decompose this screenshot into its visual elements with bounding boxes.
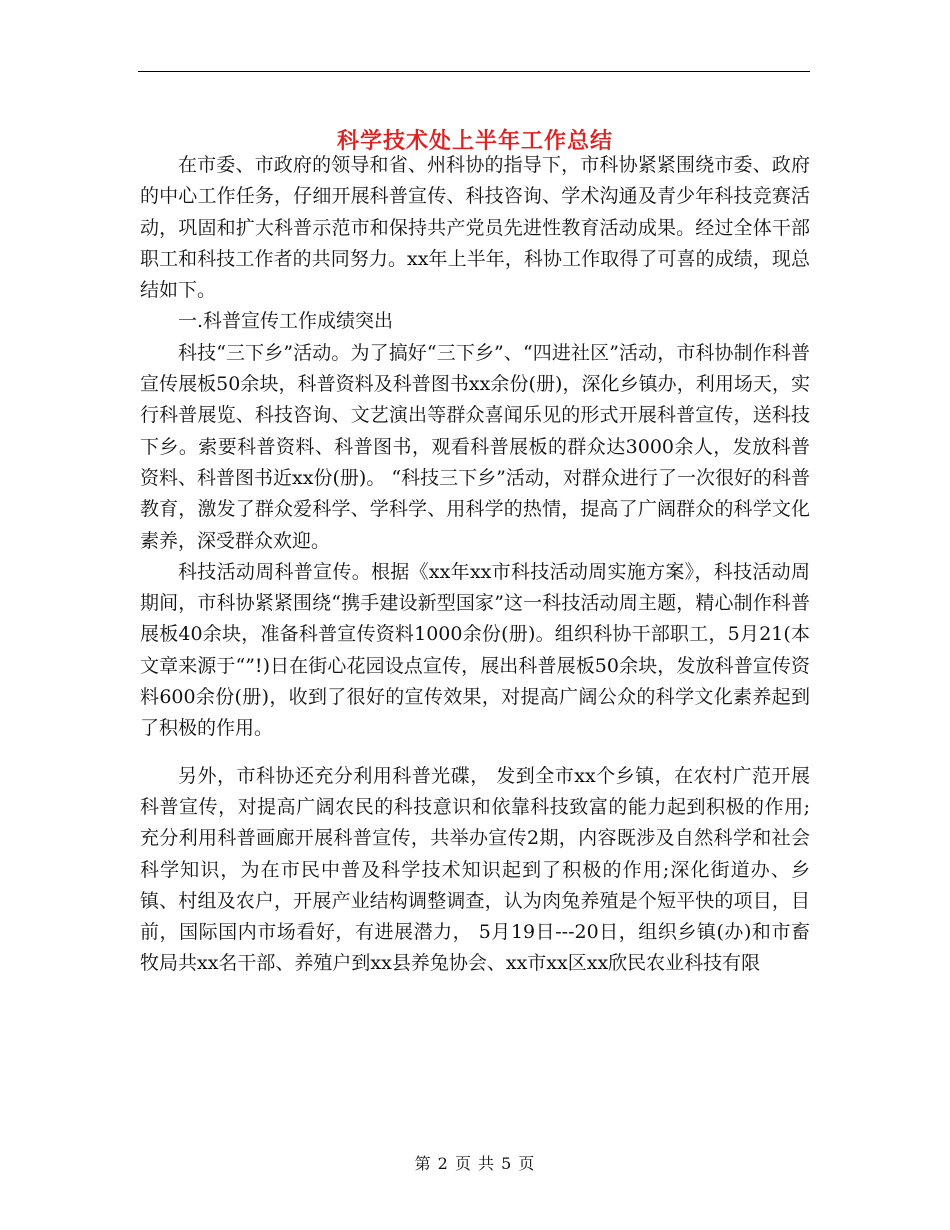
- page-number-footer: 第 2 页 共 5 页: [414, 1154, 536, 1173]
- section-heading: 一.科普宣传工作成绩突出: [178, 310, 394, 333]
- paragraph-additional: 另外，市科协还充分利用科普光碟， 发到全市xx个乡镇，在农村广范开展科普宣传，对提高广阔农民的科技意识和依靠科技致富的能力起到积极的作用;充分利用科普画廊开展科普宣传，共举办宣传2期，内容既涉及自然科学和社会科学知识，为在市民中普及科学技术知识起到了积极的作用;深化街道办、乡镇、村组及农户，开展产业结构调整调查，认为肉兔养殖是个短平快的项目，目前，国际国内市场看好，有进展潜力， 5月19日---20日，组织乡镇(办)和市畜牧局共xx名干部、养殖户到xx县养兔协会、xx市xx区xx欣民农业科技有限: [140, 764, 810, 975]
- document-body: [140, 150, 810, 980]
- header-rule: [138, 71, 810, 72]
- paragraph-intro: 在市委、市政府的领导和省、州科协的指导下，市科协紧紧围绕市委、政府的中心工作任务，仔细开展科普宣传、科技咨询、学术沟通及青少年科技竞赛活动，巩固和扩大科普示范市和保持共产党员先进性教育活动成果。经过全体干部职工和科技工作者的共同努力。xx年上半年，科协工作取得了可喜的成绩，现总结如下。: [140, 154, 810, 302]
- paragraph-three-to-countryside: 科技“三下乡”活动。为了搞好“三下乡”、“四进社区”活动，市科协制作科普宣传展板50余块，科普资料及科普图书xx余份(册)，深化乡镇办，利用场天，实行科普展览、科技咨询、文艺演出等群众喜闻乐见的形式开展科普宣传，送科技下乡。索要科普资料、科普图书，观看科普展板的群众达3000余人，发放科普资料、科普图书近xx份(册)。 “科技三下乡”活动，对群众进行了一次很好的科普教育，激发了群众爱科学、学科学、用科学的热情，提高了广阔群众的科学文化素养，深受群众欢迎。: [140, 341, 810, 552]
- document-title: 科学技术处上半年工作总结: [336, 127, 613, 154]
- paragraph-tech-week: 科技活动周科普宣传。根据《xx年xx市科技活动周实施方案》，科技活动周期间，市科协紧紧围绕“携手建设新型国家”这一科技活动周主题，精心制作科普展板40余块，准备科普宣传资料1000余份(册)。组织科协干部职工，5月21(本文章来源于“”!)日在街心花园设点宣传，展出科普展板50余块，发放科普宣传资料600余份(册)，收到了很好的宣传效果，对提高广阔公众的科学文化素养起到了积极的作用。: [140, 560, 810, 740]
